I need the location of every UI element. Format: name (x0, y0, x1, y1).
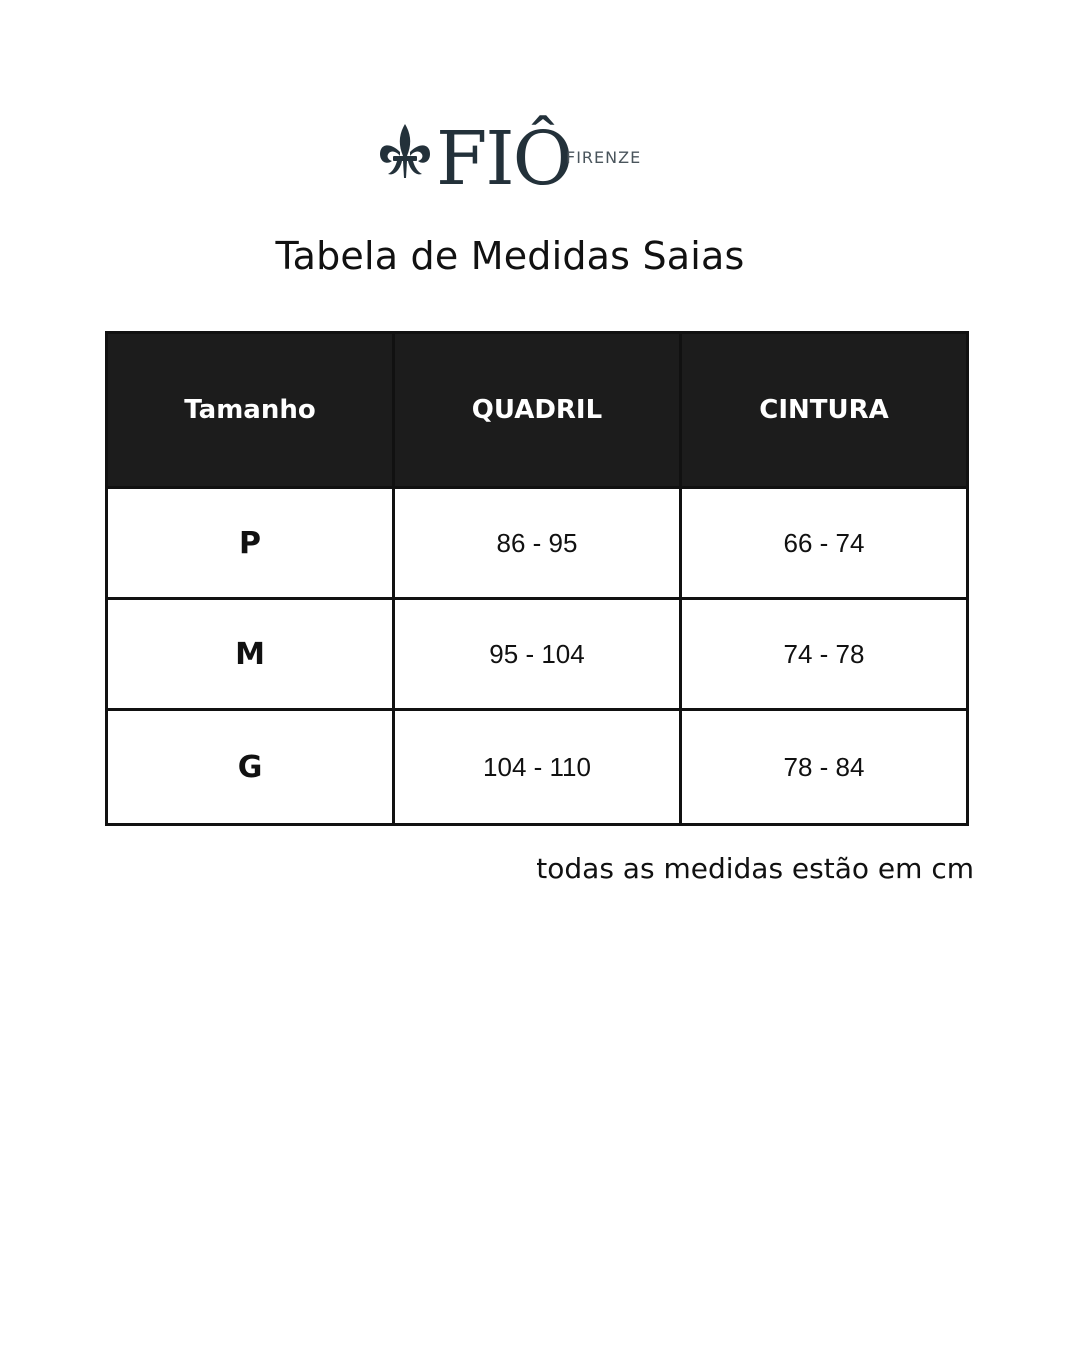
brand-name: FIÔ (436, 116, 572, 190)
waist-cell: 78 - 84 (681, 710, 968, 825)
table-row (107, 488, 968, 599)
size-table (105, 331, 969, 826)
hip-cell: 95 - 104 (394, 599, 681, 710)
brand-logo (378, 104, 648, 190)
page-title: Tabela de Medidas Saias (275, 234, 745, 278)
fleur-de-lis-icon (380, 124, 430, 178)
column-header-hip: QUADRIL (394, 333, 681, 488)
size-cell: G (107, 710, 394, 825)
hip-cell: 104 - 110 (394, 710, 681, 825)
brand-tagline: FIRENZE (566, 148, 642, 167)
hip-cell: 86 - 95 (394, 488, 681, 599)
waist-cell: 66 - 74 (681, 488, 968, 599)
units-footnote: todas as medidas estão em cm (536, 852, 974, 885)
size-cell: P (107, 488, 394, 599)
waist-cell: 74 - 78 (681, 599, 968, 710)
size-cell: M (107, 599, 394, 710)
table-row (107, 599, 968, 710)
table-header-row (107, 333, 968, 488)
column-header-size: Tamanho (107, 333, 394, 488)
column-header-waist: CINTURA (681, 333, 968, 488)
table-row (107, 710, 968, 825)
